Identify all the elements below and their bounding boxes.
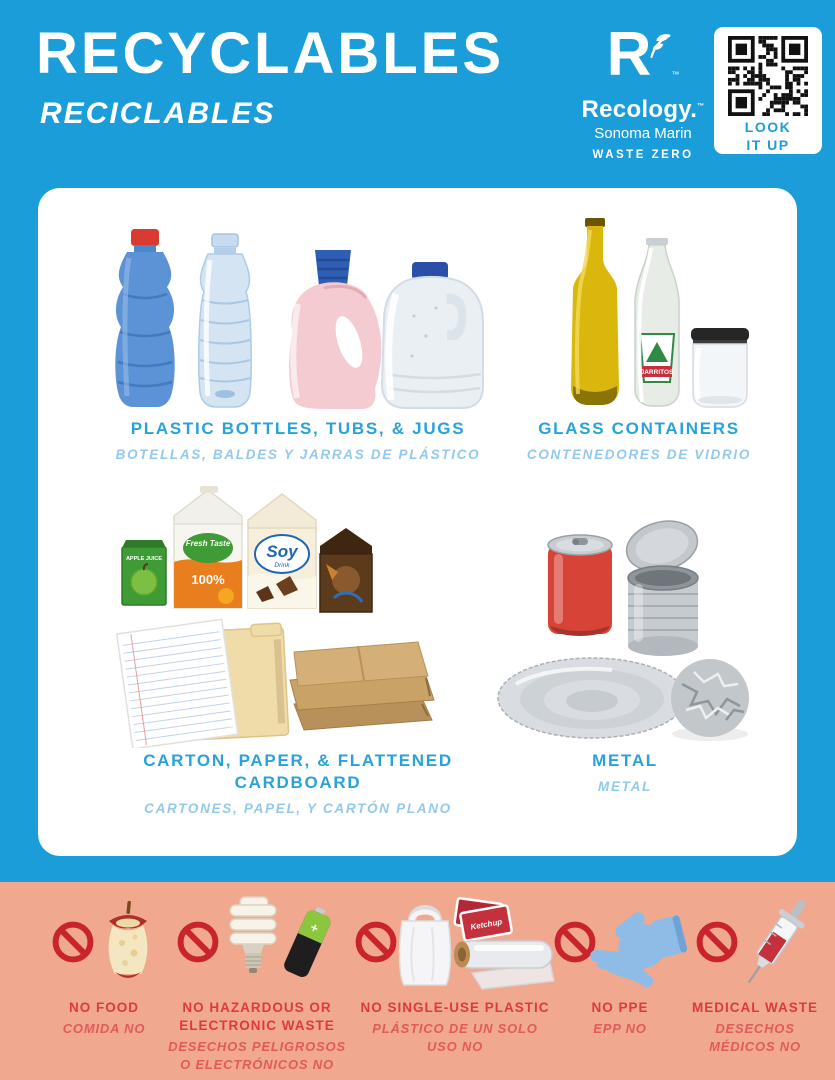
apple-juice-text: APPLE JUICE [125, 556, 163, 562]
leaf-icon [649, 32, 671, 58]
mason-jar [691, 328, 749, 407]
prohibition-sign-icon [176, 920, 220, 964]
carton-paper-photo [108, 464, 438, 748]
ketchup-packets [454, 898, 512, 941]
category-metal-caption [496, 750, 754, 797]
cfl-bulb-battery-icon [222, 895, 338, 989]
medical-waste-subtitle: DESECHOS MÉDICOS NO [709, 1021, 801, 1054]
plastic-bag [400, 909, 451, 985]
category-plastic-title: PLASTIC BOTTLES, TUBS, & JUGS [130, 419, 466, 438]
plastic-bottles-photo [96, 224, 488, 414]
no-food-art [51, 892, 157, 992]
no-hazardous-title: NO HAZARDOUS OR ELECTRONIC WASTE [179, 1000, 335, 1034]
apple-juice-box [122, 540, 166, 605]
no-single-use-plastic-item [354, 892, 556, 1055]
no-hazardous-art [176, 892, 338, 992]
lined-paper [117, 619, 238, 748]
soy-sub-text: Drink [274, 562, 290, 569]
logo-tagline: WASTE ZERO [592, 149, 694, 161]
wine-bottle [571, 218, 619, 405]
glass-containers-photo [543, 216, 755, 416]
metal-items-photo [486, 514, 766, 748]
tm-mark-small: ™ [697, 103, 705, 110]
no-ppe-item [556, 892, 684, 1038]
qr-label-line1: LOOK [744, 119, 792, 135]
logo-brand-text: Recology [581, 96, 691, 123]
prohibition-sign-icon [51, 920, 95, 964]
no-ppe-art [553, 892, 687, 992]
blue-water-bottle [115, 229, 174, 407]
foil-pie-tin [498, 658, 686, 738]
clear-water-bottle [199, 234, 251, 407]
medical-waste-art [695, 892, 815, 992]
no-hazardous-subtitle: DESECHOS PELIGROSOS O ELECTRÓNICOS NO [168, 1039, 346, 1072]
category-metal-title: METAL [592, 751, 658, 770]
no-hazardous-item [168, 892, 346, 1074]
no-single-use-plastic-subtitle: PLÁSTICO DE UN SOLO USO NO [372, 1021, 538, 1054]
category-carton-caption [68, 750, 528, 819]
apple-core-icon [99, 899, 157, 985]
soda-bottle [635, 238, 679, 406]
syringe-icon [737, 893, 815, 991]
plastic-bag-wrap-icon [394, 893, 556, 991]
no-ppe-title: NO PPE [591, 1000, 649, 1015]
page-subtitle: RECICLABLES [40, 97, 276, 130]
prohibition-sign-icon [354, 920, 398, 964]
chocolate-milk-carton [320, 528, 372, 612]
plastic-wrap-roll [454, 941, 554, 989]
category-plastic-subtitle: BOTELLAS, BALDES Y JARRAS DE PLÁSTICO [115, 447, 481, 463]
oj-brand-text: Fresh Taste [185, 539, 231, 548]
flattened-cardboard [290, 642, 434, 730]
category-plastic-caption [68, 418, 528, 465]
category-glass-caption [508, 418, 770, 465]
no-ppe-subtitle: EPP NO [593, 1021, 647, 1037]
category-glass-title: GLASS CONTAINERS [538, 419, 740, 438]
open-tin-can [621, 514, 702, 656]
prohibited-band [0, 882, 835, 1080]
red-soda-can [548, 535, 612, 636]
category-glass-subtitle: CONTENEDORES DE VIDRIO [526, 447, 752, 463]
recology-r-letter: R [606, 20, 652, 89]
logo-brand: Recology.™ [581, 96, 705, 123]
qr-label-line2: IT UP [746, 136, 790, 153]
no-food-title: NO FOOD [69, 1000, 139, 1015]
category-carton-subtitle: CARTONES, PAPEL, Y CARTÓN PLANO [144, 801, 452, 817]
medical-waste-title: MEDICAL WASTE [691, 1000, 818, 1015]
oj-percent-text: 100% [191, 572, 225, 587]
qr-label [745, 119, 791, 154]
soda-label-text: JARRITOS [640, 369, 674, 376]
medical-waste-item [684, 892, 826, 1055]
recology-logo [578, 20, 708, 161]
category-carton-title: CARTON, PAPER, & FLATTENED CARDBOARD [143, 751, 453, 793]
cfl-bulb [230, 897, 276, 973]
qr-lookup-panel[interactable] [714, 27, 822, 154]
no-food-subtitle: COMIDA NO [62, 1021, 146, 1037]
tm-mark: ™ [671, 70, 680, 79]
soy-title-text: Soy [266, 542, 298, 561]
prohibition-sign-icon [695, 920, 739, 964]
orange-juice-carton [174, 486, 242, 608]
battery [282, 904, 335, 979]
soy-milk-carton [248, 494, 316, 608]
foil-ball [671, 659, 749, 741]
page-title: RECYCLABLES [36, 21, 505, 86]
no-single-use-plastic-title: NO SINGLE-USE PLASTIC [360, 1000, 550, 1015]
no-single-use-plastic-art [354, 892, 556, 992]
recyclables-card [38, 188, 797, 856]
category-metal-subtitle: METAL [598, 779, 652, 795]
logo-region: Sonoma Marin [594, 125, 692, 142]
no-food-item [38, 892, 170, 1038]
nitrile-glove-icon [583, 896, 687, 988]
ketchup-label-text: Ketchup [469, 917, 503, 932]
pink-detergent-jug [289, 250, 381, 409]
gallon-milk-jug [382, 262, 483, 408]
svg-text:+: + [307, 919, 321, 937]
recology-r-mark [578, 20, 708, 92]
qr-code-icon[interactable] [725, 36, 811, 116]
